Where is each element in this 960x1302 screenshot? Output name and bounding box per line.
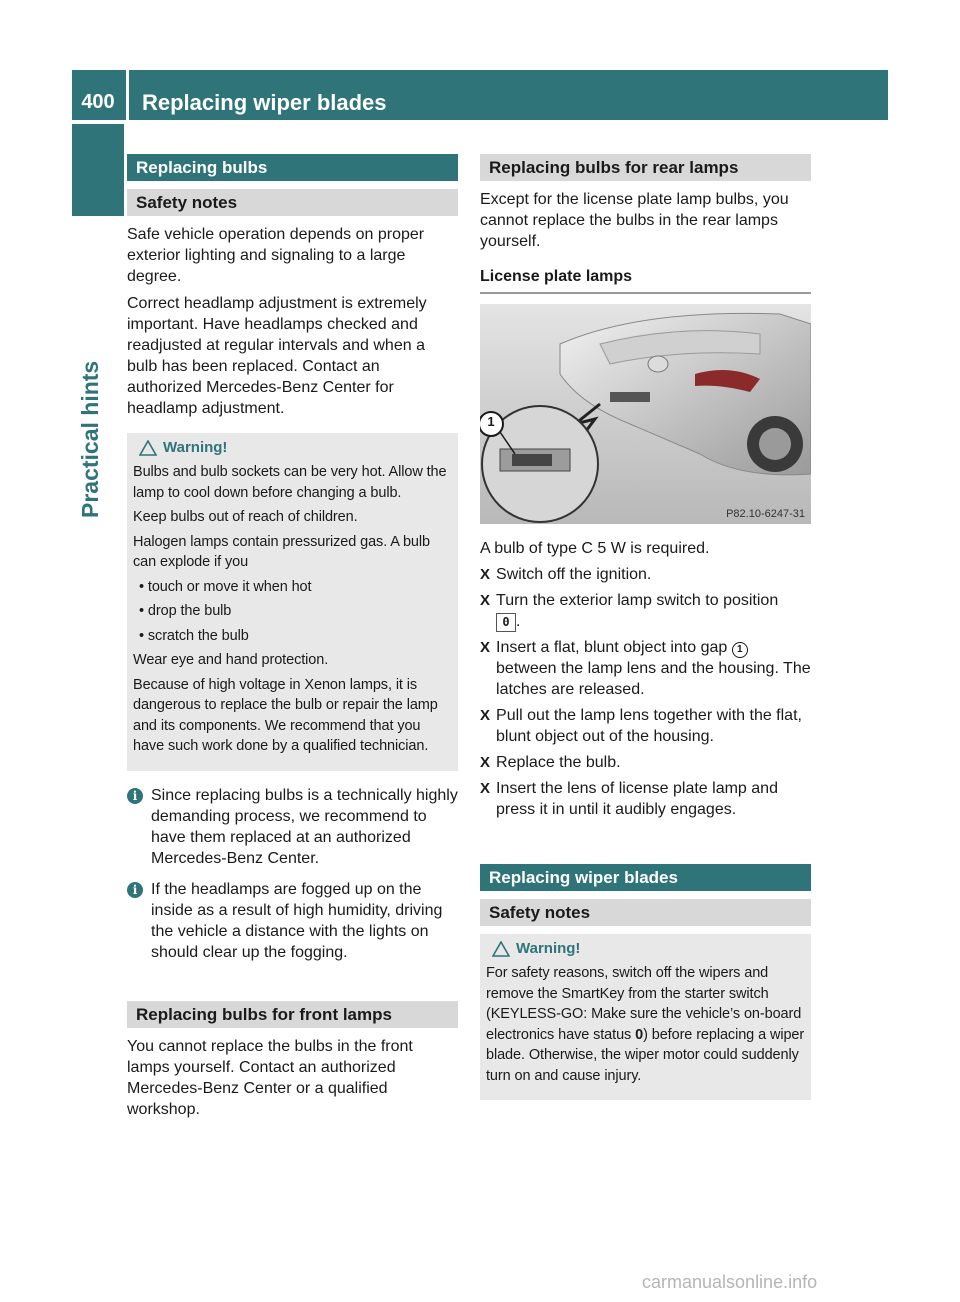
step-marker-icon: X bbox=[480, 639, 491, 656]
info-text: If the headlamps are fogged up on the inside as a result of high humidity, driving the vehicle a distance with the lights on should clear up the fogging. bbox=[151, 880, 443, 961]
step: X Replace the bulb. bbox=[480, 754, 621, 771]
warning-text: Wear eye and hand protection. bbox=[133, 652, 329, 668]
license-plate-lamp-photo bbox=[480, 304, 811, 524]
warning-text: Keep bulbs out of reach of children. bbox=[133, 509, 358, 525]
subheading-license-plate-lamps: License plate lamps bbox=[480, 268, 811, 294]
header-divider bbox=[126, 70, 129, 120]
step-marker-icon: X bbox=[480, 592, 491, 609]
warning-title: Warning! bbox=[516, 940, 581, 957]
subheading-rear-lamps: Replacing bulbs for rear lamps bbox=[480, 154, 811, 181]
page-number: 400 bbox=[81, 91, 115, 113]
callout-number-icon: 1 bbox=[732, 642, 748, 658]
step-marker-icon: X bbox=[480, 707, 491, 724]
warning-text: For safety reasons, switch off the wipers and remove the SmartKey from the starter switch (KEYLESS-GO: Make sure the vehicle’s on-board electronics have status 0) before replacing a wiper blade. Otherwise, the wiper motor could suddenly turn on and cause injury. bbox=[486, 965, 805, 1084]
warning-text: Halogen lamps contain pressurized gas. A bulb can explode if you bbox=[133, 533, 430, 570]
paragraph: You cannot replace the bulbs in the front lamps yourself. Contact an authorized Mercedes-Benz Center or a qualified workshop. bbox=[127, 1037, 413, 1118]
section-heading-wiper-blades: Replacing wiper blades bbox=[480, 864, 811, 891]
warning-title: Warning! bbox=[163, 439, 228, 456]
step: X Insert a flat, blunt object into gap 1 between the lamp lens and the housing. The latches are released. bbox=[480, 639, 811, 698]
header-title: Replacing wiper blades bbox=[142, 90, 387, 115]
step: X Turn the exterior lamp switch to position 0 . bbox=[480, 592, 779, 630]
section-heading-replacing-bulbs: Replacing bulbs bbox=[127, 154, 458, 181]
callout-number: 1 bbox=[487, 414, 495, 429]
paragraph: Correct headlamp adjustment is extremely important. Have headlamps checked and readjusted at regular intervals and when a bulb has been replaced. Contact an authorized Mercedes-Benz Center for headlamp adjustment. bbox=[127, 295, 427, 417]
side-label-text: Practical hints bbox=[77, 360, 103, 518]
step-marker-icon: X bbox=[480, 566, 491, 583]
page-header bbox=[72, 70, 888, 120]
paragraph: A bulb of type C 5 W is required. bbox=[480, 540, 710, 557]
subheading-safety-notes: Safety notes bbox=[480, 899, 811, 926]
step-marker-icon: X bbox=[480, 780, 491, 797]
warning-heading bbox=[486, 940, 805, 957]
warning-bullet: • scratch the bulb bbox=[139, 627, 249, 644]
paragraph: Safe vehicle operation depends on proper exterior lighting and signaling to a large degree. bbox=[127, 226, 425, 285]
info-note bbox=[127, 879, 458, 963]
left-column bbox=[127, 154, 458, 1120]
warning-bullet: • touch or move it when hot bbox=[139, 578, 312, 595]
warning-box bbox=[480, 934, 811, 1100]
car-rear-illustration bbox=[480, 304, 811, 524]
switch-position-symbol: 0 bbox=[496, 613, 516, 632]
step: X Pull out the lamp lens together with the flat, blunt object out of the housing. bbox=[480, 707, 802, 745]
warning-text: Bulbs and bulb sockets can be very hot. Allow the lamp to cool down before changing a bulb. bbox=[133, 464, 447, 501]
side-label bbox=[77, 360, 117, 518]
footer-watermark: carmanualsonline.info bbox=[642, 1272, 818, 1292]
photo-caption: P82.10-6247-31 bbox=[726, 508, 805, 520]
subheading-safety-notes: Safety notes bbox=[127, 189, 458, 216]
warning-bullet: • drop the bulb bbox=[139, 603, 232, 619]
step: X Switch off the ignition. bbox=[480, 566, 652, 583]
warning-box bbox=[127, 433, 458, 771]
step-marker-icon: X bbox=[480, 754, 491, 771]
info-note bbox=[127, 785, 458, 869]
paragraph: Except for the license plate lamp bulbs, you cannot replace the bulbs in the rear lamps yourself. bbox=[480, 191, 789, 250]
warning-triangle-icon bbox=[492, 941, 510, 957]
warning-heading bbox=[133, 439, 452, 456]
subheading-front-lamps: Replacing bulbs for front lamps bbox=[127, 1001, 458, 1028]
warning-text: Because of high voltage in Xenon lamps, it is dangerous to replace the bulb or repair the lamp and its components. We recommend that you have such work done by a qualified technician. bbox=[133, 676, 438, 754]
right-column bbox=[480, 154, 811, 1100]
info-text: Since replacing bulbs is a technically highly demanding process, we recommend to have them replaced at an authorized Mercedes-Benz Center. bbox=[151, 786, 458, 867]
warning-triangle-icon bbox=[139, 440, 157, 456]
side-tab bbox=[72, 124, 124, 216]
info-icon: i bbox=[127, 788, 143, 804]
info-icon: i bbox=[127, 882, 143, 898]
step: X Insert the lens of license plate lamp and press it in until it audibly engages. bbox=[480, 780, 778, 818]
